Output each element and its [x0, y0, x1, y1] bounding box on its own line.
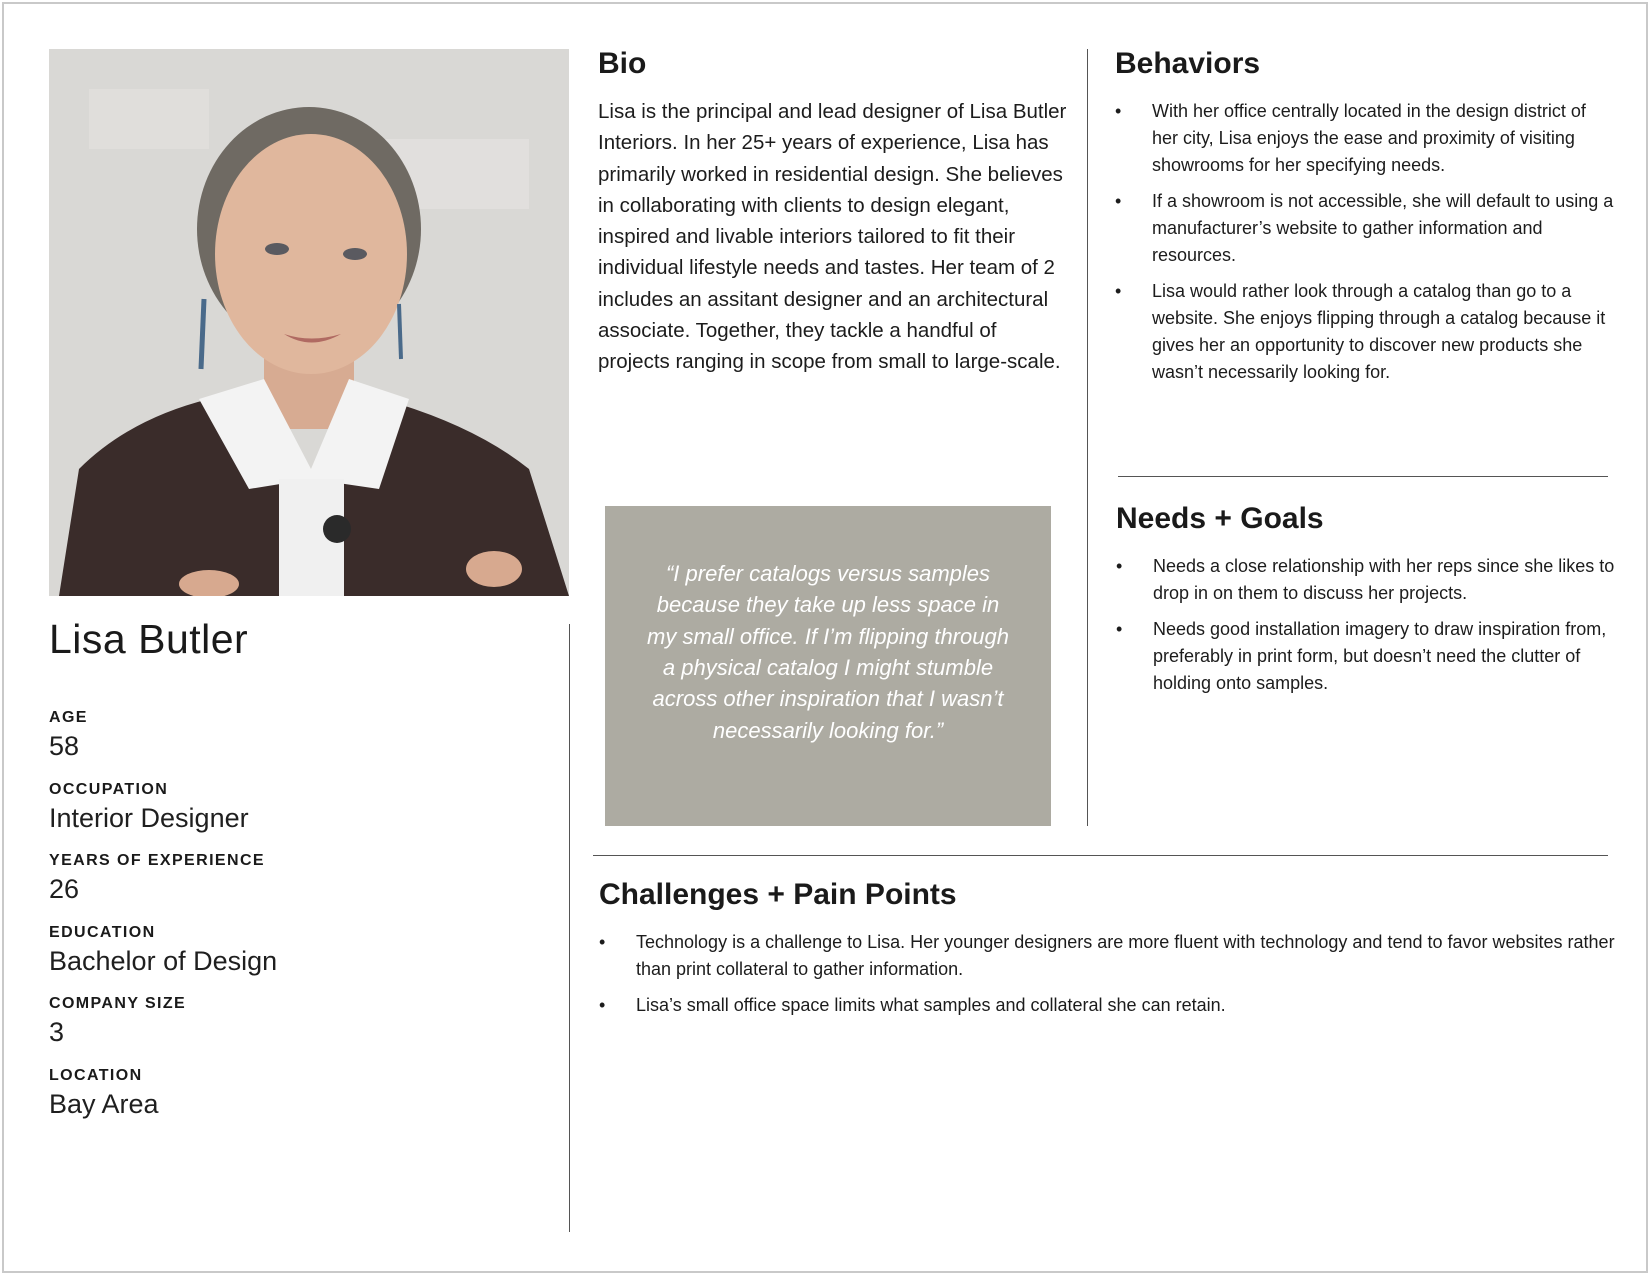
- stat-value: Bay Area: [49, 1088, 159, 1119]
- challenges-section: [599, 877, 1619, 1028]
- challenges-heading: Challenges + Pain Points: [599, 878, 957, 911]
- quote-box: [605, 506, 1051, 826]
- portrait-photo: [49, 49, 569, 596]
- list-item: • Technology is a challenge to Lisa. Her younger designers are more fluent with technology and tend to favor websites rather than print collateral to gather information.: [599, 929, 1619, 983]
- stat-label: LOCATION: [49, 1066, 143, 1084]
- stat-label: OCCUPATION: [49, 780, 169, 798]
- divider-horizontal-bottom: [593, 855, 1608, 856]
- stat-label: YEARS OF EXPERIENCE: [49, 852, 265, 869]
- list-item: • Needs a close relationship with her reps since she likes to drop in on them to discuss her projects.: [1116, 553, 1616, 607]
- divider-horizontal-right: [1118, 476, 1608, 477]
- stat-value: Bachelor of Design: [49, 945, 278, 976]
- stat-value: Interior Designer: [49, 802, 249, 833]
- stat-years-of-experience: [49, 850, 549, 922]
- bio-heading: Bio: [598, 47, 647, 80]
- list-item: • If a showroom is not accessible, she will default to using a manufacturer’s website to gather information and resources.: [1115, 188, 1615, 269]
- stat-label: COMPANY SIZE: [49, 995, 187, 1012]
- bio-section: [598, 46, 1068, 378]
- stat-label: EDUCATION: [49, 923, 156, 941]
- list-item: • Lisa’s small office space limits what samples and collateral she can retain.: [599, 992, 1619, 1019]
- behaviors-list: [1115, 98, 1615, 386]
- list-item: • Needs good installation imagery to draw inspiration from, preferably in print form, but doesn’t need the clutter of holding onto samples.: [1116, 616, 1616, 697]
- behaviors-section: [1115, 46, 1615, 395]
- behaviors-heading: Behaviors: [1115, 47, 1261, 80]
- stat-value: 26: [49, 874, 80, 904]
- persona-sheet: [2, 2, 1648, 1273]
- persona-name: Lisa Butler: [49, 616, 249, 662]
- list-item: • Lisa would rather look through a catalog than go to a website. She enjoys flipping through a catalog because it gives her an opportunity to discover new products she wasn’t necessarily looking for.: [1115, 278, 1615, 386]
- list-item: • With her office centrally located in the design district of her city, Lisa enjoys the ease and proximity of visiting showrooms for her specifying needs.: [1115, 98, 1615, 179]
- needs-goals-heading: Needs + Goals: [1116, 502, 1324, 535]
- stat-label: AGE: [49, 709, 88, 726]
- needs-goals-list: [1116, 553, 1616, 697]
- persona-stats: [49, 707, 549, 1136]
- needs-goals-section: [1116, 501, 1616, 706]
- divider-vertical-middle: [1087, 49, 1088, 826]
- quote-text: “I prefer catalogs versus samples because they take up less space in my small office. If I’m flipping through a physical catalog I might stumble across other inspiration that I wasn’t necessarily looking for.”: [647, 561, 1009, 743]
- stat-occupation: [49, 779, 549, 851]
- stat-age: [49, 707, 549, 779]
- divider-vertical-left: [569, 624, 570, 1232]
- challenges-list: [599, 929, 1619, 1019]
- stat-value: 58: [49, 731, 80, 761]
- stat-value: 3: [49, 1017, 65, 1047]
- bio-text: Lisa is the principal and lead designer of Lisa Butler Interiors. In her 25+ years of experience, Lisa has primarily worked in residential design. She believes in collaborating with clients to design elegant, inspired and livable interiors tailored to fit their individual lifestyle needs and tastes. Her team of 2 includes an assitant designer and an architectural associate. Together, they tackle a handful of projects ranging in scope from small to large-scale.: [598, 100, 1067, 374]
- stat-education: [49, 922, 549, 994]
- stat-company-size: [49, 993, 549, 1065]
- stat-location: [49, 1065, 549, 1137]
